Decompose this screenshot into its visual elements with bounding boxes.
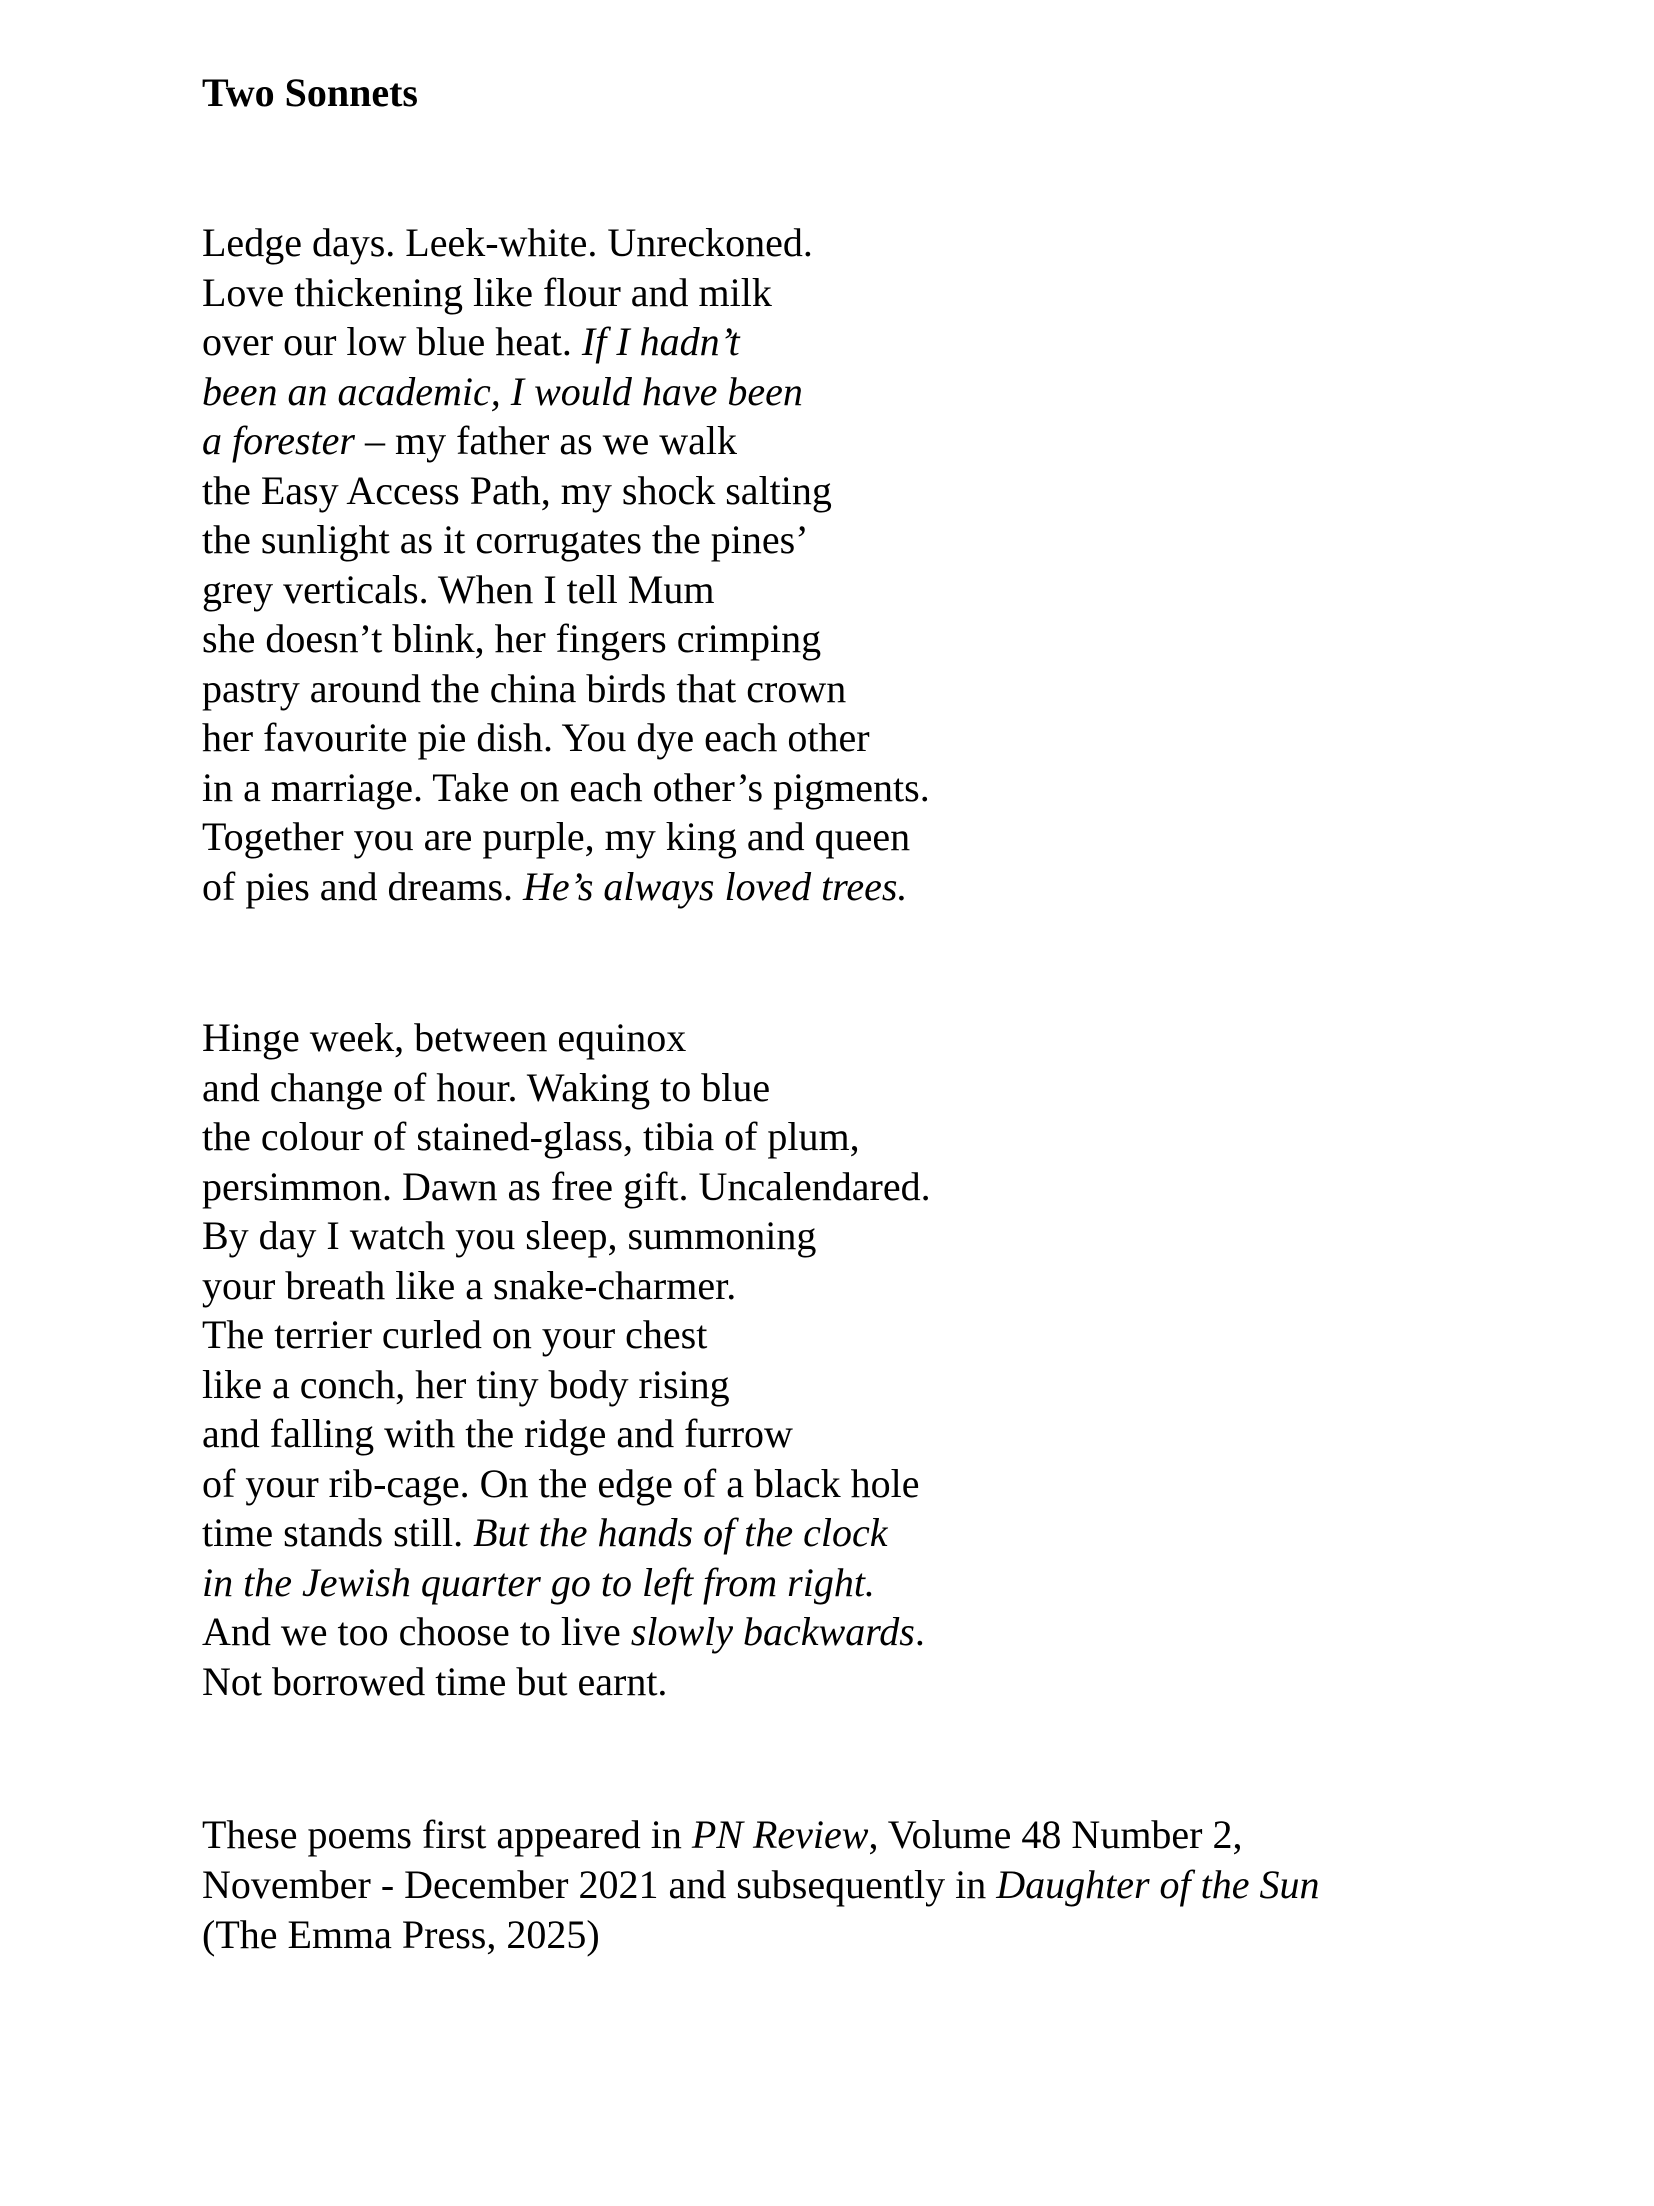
sonnet-one-line-3-text: over our low blue heat. [202, 319, 582, 364]
sonnet-two-line-4: persimmon. Dawn as free gift. Uncalendared. [202, 1163, 931, 1209]
sonnet-two-line-13 [202, 1607, 931, 1657]
sonnet-two-line-9: and falling with the ridge and furrow [202, 1411, 793, 1456]
sonnet-two [202, 1013, 931, 1706]
sonnet-one-line-2: Love thickening like flour and milk [202, 269, 772, 315]
sonnet-one-line-1: Ledge days. Leek-white. Unreckoned. [202, 220, 813, 265]
publication-note [202, 1810, 1320, 1960]
sonnet-two-line-11-text: time stands still. [202, 1510, 474, 1555]
publication-note-line-3: (The Emma Press, 2025) [202, 1912, 600, 1957]
sonnet-one-line-14-italic: He’s always loved trees. [523, 863, 908, 909]
sonnet-one-line-7: the sunlight as it corrugates the pines’ [202, 517, 809, 562]
sonnet-two-line-12-italic: in the Jewish quarter go to left from right. [202, 1559, 875, 1605]
sonnet-one-line-5-text: – my father as we walk [354, 418, 738, 463]
sonnet-two-line-14: Not borrowed time but earnt. [202, 1658, 668, 1704]
sonnet-one-line-9: she doesn’t blink, her fingers crimping [202, 616, 822, 661]
sonnet-one-line-6: the Easy Access Path, my shock salting [202, 467, 832, 513]
publication-note-line-1 [202, 1810, 1320, 1860]
sonnet-one-line-3 [202, 317, 930, 367]
sonnet-two-line-8: like a conch, her tiny body rising [202, 1361, 730, 1407]
sonnet-one-line-4 [202, 367, 930, 417]
publication-note-line-2 [202, 1860, 1320, 1910]
sonnet-one-line-11: her favourite pie dish. You dye each other [202, 715, 870, 760]
sonnet-two-line-13-italic: slowly backwards [630, 1609, 915, 1654]
sonnet-one-line-5-italic: a forester [202, 418, 355, 463]
sonnet-two-line-13-text: And we too choose to live [202, 1609, 631, 1654]
book-title: Daughter of the Sun [996, 1862, 1320, 1907]
sonnet-two-line-7: The terrier curled on your chest [202, 1312, 708, 1357]
sonnet-one-line-4-italic: been an academic, I would have been [202, 368, 803, 414]
sonnet-two-line-6: your breath like a snake-charmer. [202, 1262, 737, 1308]
sonnet-two-line-12 [202, 1558, 931, 1608]
publication-note-line-1-text: These poems first appeared in [202, 1812, 692, 1857]
publication-note-line-1-volume: , Volume 48 Number 2, [868, 1812, 1243, 1857]
sonnet-one [202, 218, 930, 911]
sonnet-one-line-14 [202, 862, 930, 912]
journal-title: PN Review [691, 1812, 869, 1857]
sonnet-two-line-5: By day I watch you sleep, summoning [202, 1213, 817, 1258]
sonnet-one-line-5 [202, 416, 930, 466]
sonnet-one-line-14-text: of pies and dreams. [202, 863, 524, 909]
sonnet-one-line-8: grey verticals. When I tell Mum [202, 566, 715, 612]
sonnet-one-line-13: Together you are purple, my king and queen [202, 814, 911, 859]
sonnet-two-line-10: of your rib-cage. On the edge of a black hole [202, 1460, 920, 1506]
sonnet-two-line-13-period: . [914, 1609, 925, 1654]
sonnet-two-line-1: Hinge week, between equinox [202, 1015, 687, 1060]
sonnet-one-line-3-italic: If I hadn’t [581, 319, 740, 364]
sonnet-one-line-12: in a marriage. Take on each other’s pigments. [202, 764, 930, 810]
page-title: Two Sonnets [202, 70, 418, 115]
sonnet-two-line-2: and change of hour. Waking to blue [202, 1064, 771, 1110]
publication-note-line-2-text: November - December 2021 and subsequently in [202, 1862, 997, 1907]
sonnet-two-line-11 [202, 1508, 931, 1558]
sonnet-two-line-11-italic: But the hands of the clock [473, 1510, 888, 1555]
sonnet-two-line-3: the colour of stained-glass, tibia of plum, [202, 1114, 860, 1159]
sonnet-one-line-10: pastry around the china birds that crown [202, 665, 847, 711]
